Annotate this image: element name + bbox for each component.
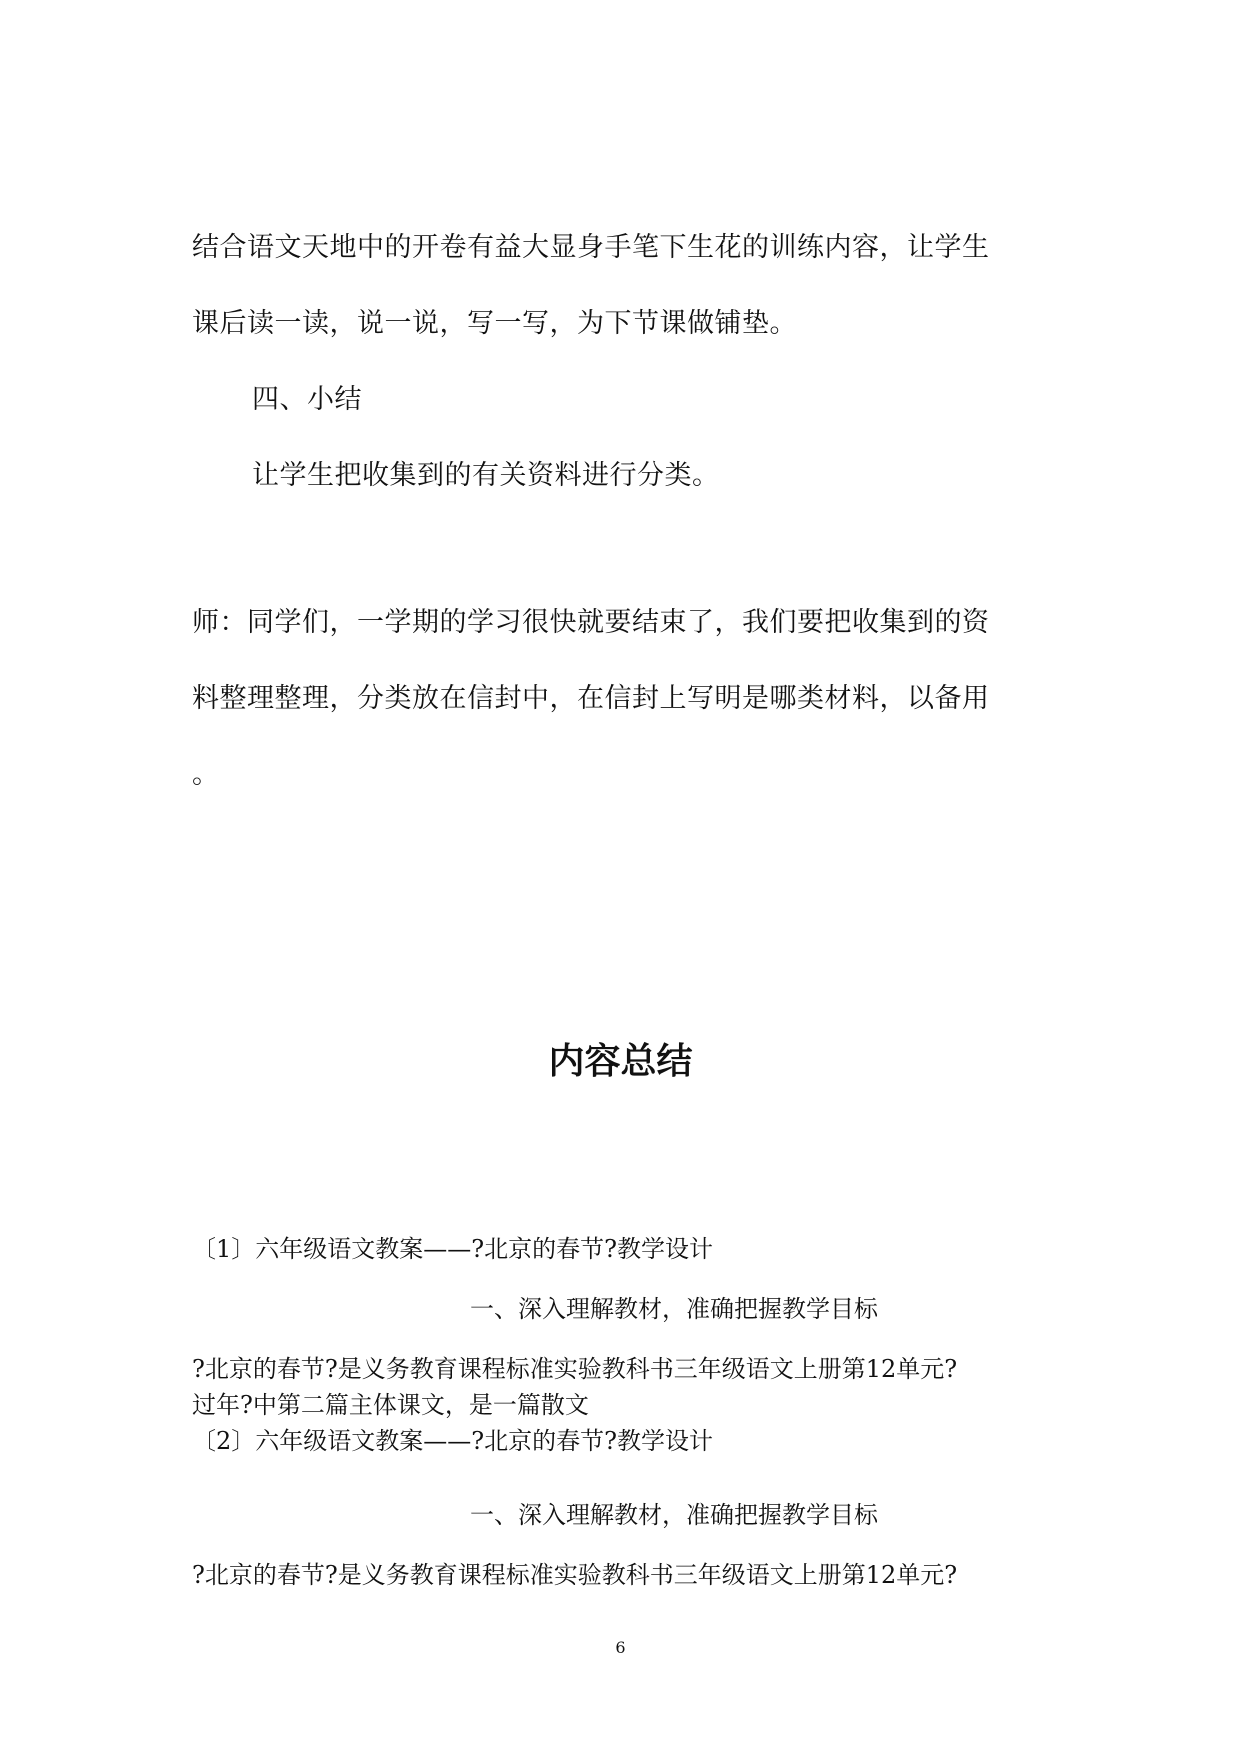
summary-item-text: 过年?中第二篇主体课文，是一篇散文	[192, 1391, 589, 1419]
paragraph-line: 料整理整理，分类放在信封中，在信封上写明是哪类材料，以备用	[192, 683, 990, 714]
summary-item-title: 〔1〕六年级语文教案——?北京的春节?教学设计	[192, 1235, 714, 1263]
paragraph-line: 课后读一读，说一说，写一写，为下节课做铺垫。	[192, 308, 797, 339]
summary-title: 内容总结	[548, 1041, 693, 1082]
paragraph-line: 让学生把收集到的有关资料进行分类。	[252, 460, 720, 491]
paragraph-line: 。	[192, 759, 220, 790]
section-heading: 四、小结	[252, 384, 362, 415]
summary-item-text: ?北京的春节?是义务教育课程标准实验教科书三年级语文上册第12单元?	[192, 1355, 958, 1383]
page-number: 6	[615, 1638, 626, 1657]
paragraph-line: 师：同学们，一学期的学习很快就要结束了，我们要把收集到的资	[192, 607, 990, 638]
summary-item-subheading: 一、深入理解教材，准确把握教学目标	[470, 1295, 878, 1323]
summary-item-text: ?北京的春节?是义务教育课程标准实验教科书三年级语文上册第12单元?	[192, 1561, 958, 1589]
paragraph-line: 结合语文天地中的开卷有益大显身手笔下生花的训练内容，让学生	[192, 232, 990, 263]
summary-item-subheading: 一、深入理解教材，准确把握教学目标	[470, 1501, 878, 1529]
summary-item-title: 〔2〕六年级语文教案——?北京的春节?教学设计	[192, 1427, 714, 1455]
